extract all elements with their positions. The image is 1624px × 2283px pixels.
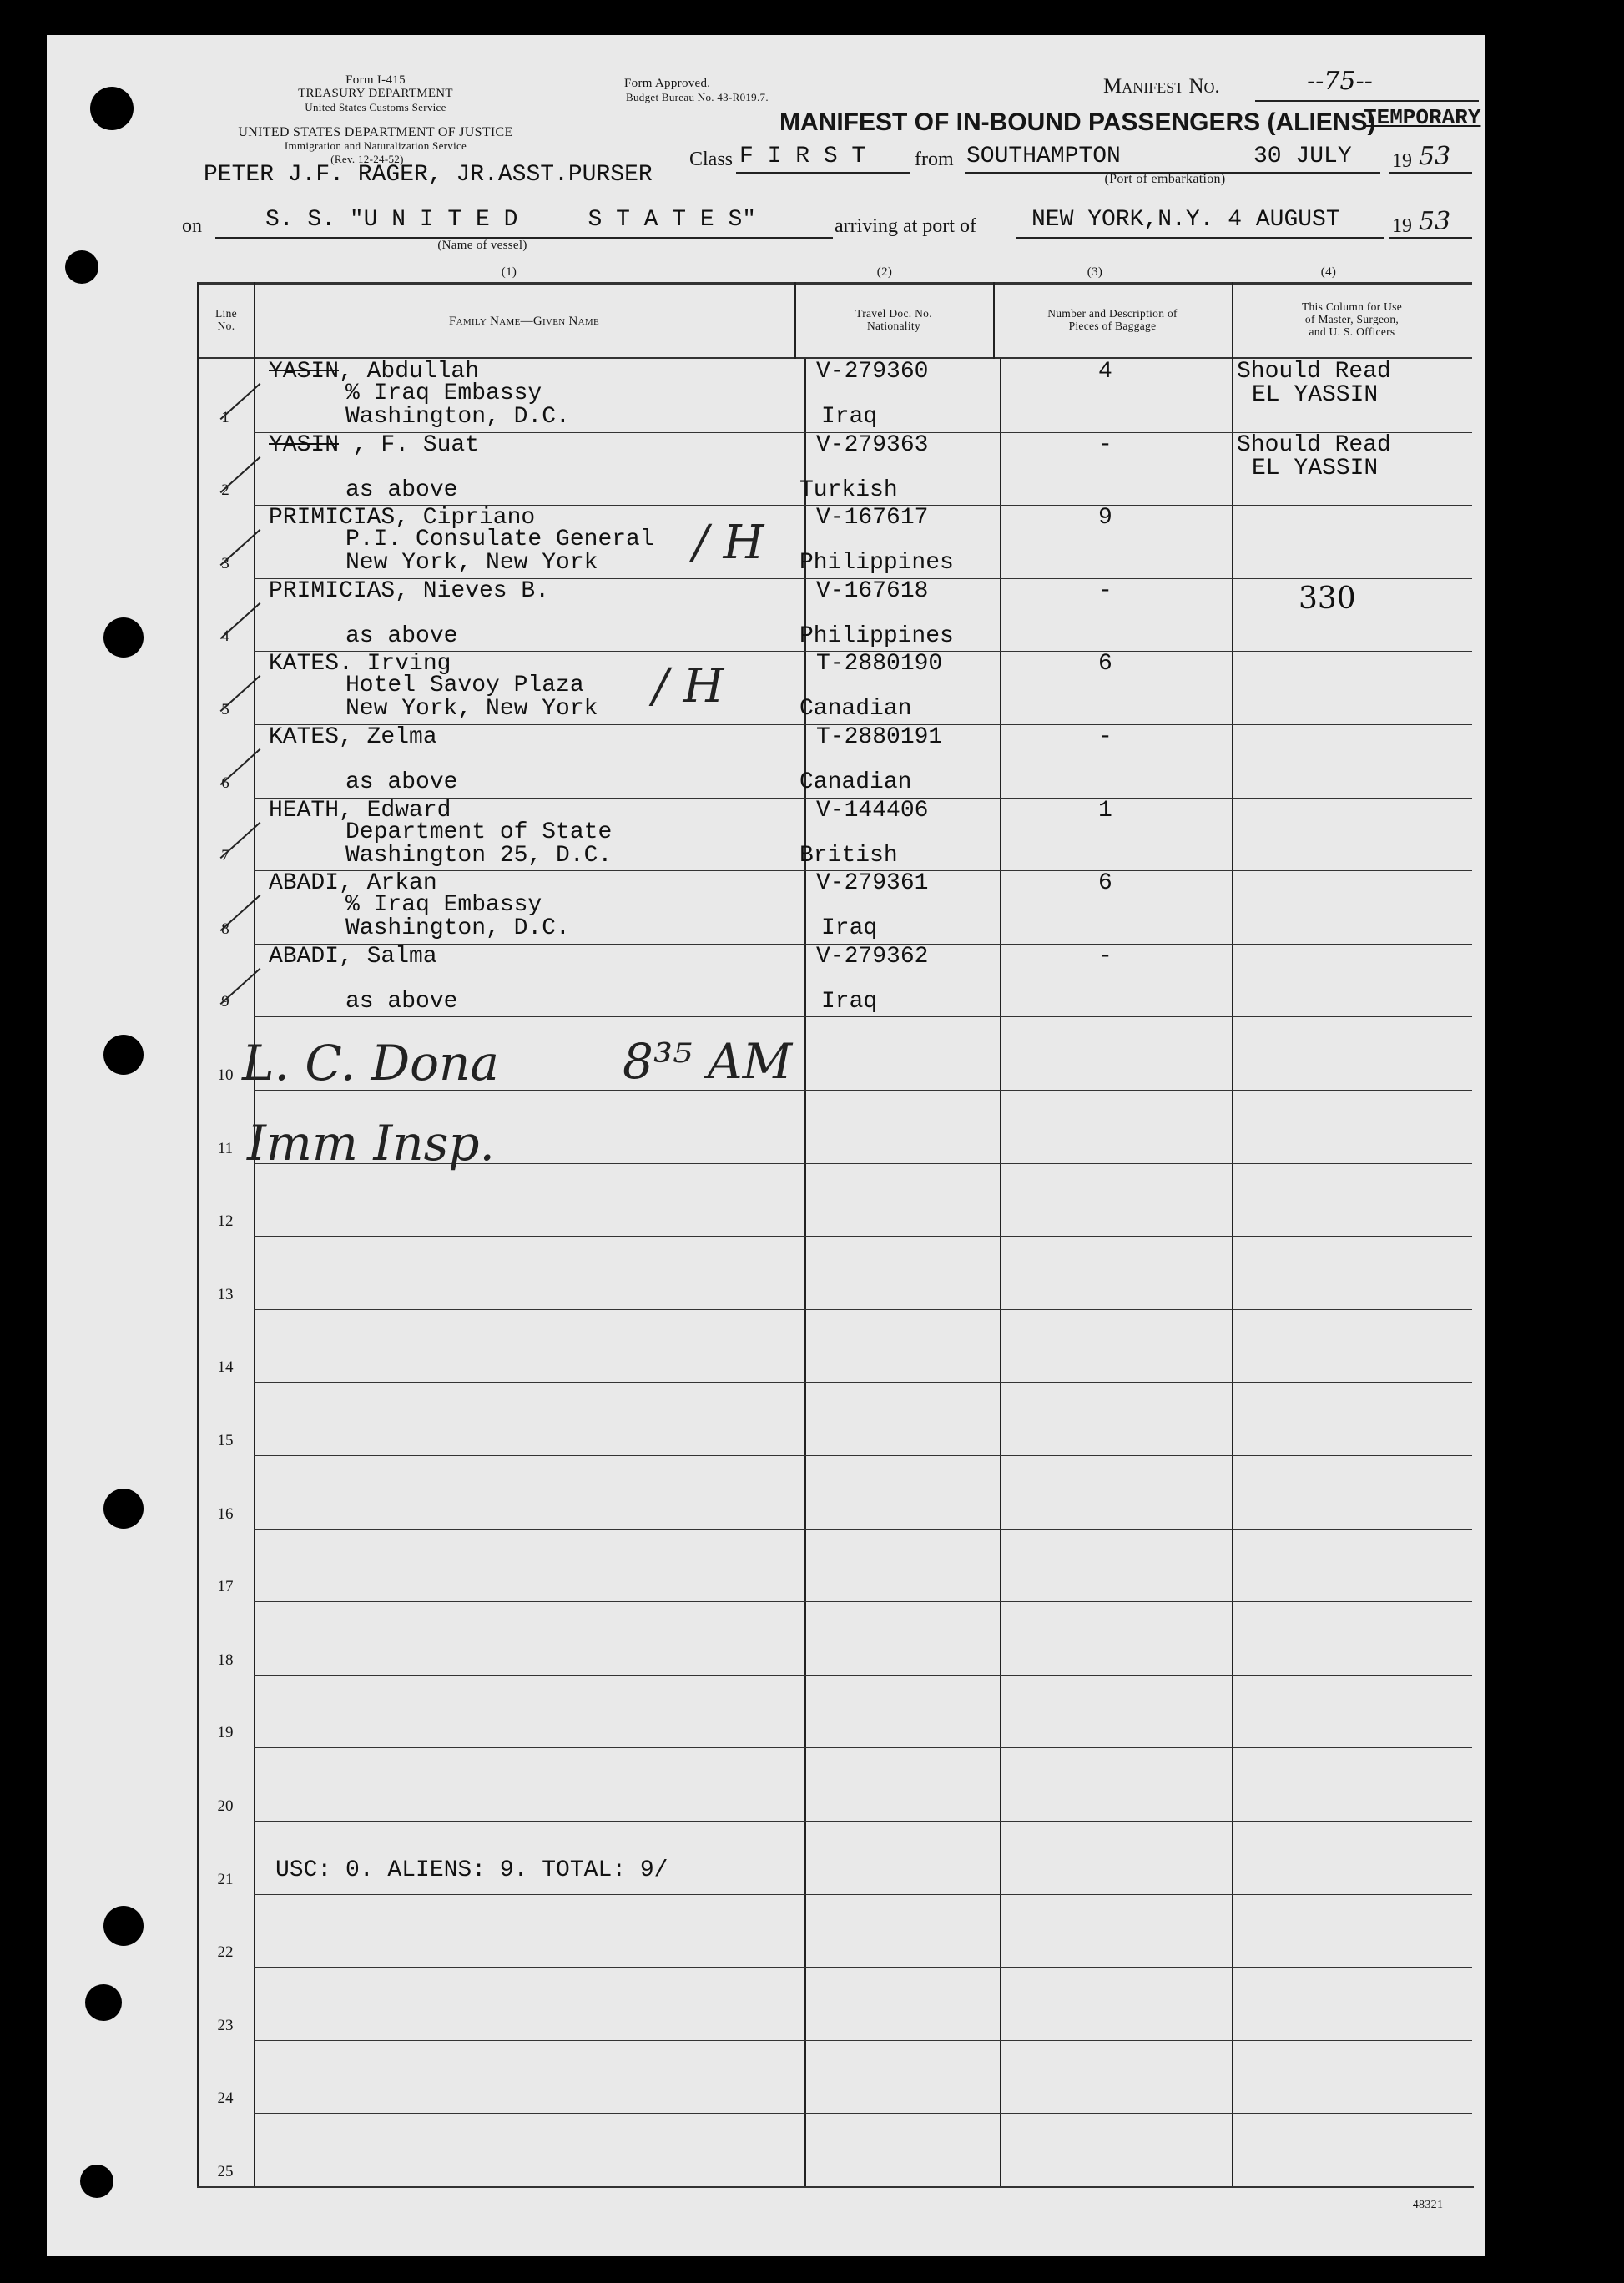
- travel-doc-no: T-2880190: [816, 651, 943, 678]
- class-line: [736, 172, 910, 174]
- nationality: Canadian: [799, 769, 912, 795]
- header-line-no-2: No.: [217, 320, 235, 332]
- given-name: , F. Suat: [339, 431, 480, 458]
- given-name: , Cipriano: [395, 505, 536, 532]
- table-bottom: [197, 2186, 1474, 2188]
- line-number: 7: [221, 847, 229, 865]
- ins-service: Immigration and Naturalization Service: [284, 139, 467, 152]
- year-2: 53: [1419, 207, 1451, 236]
- punch-hole: [65, 250, 98, 284]
- given-name: , Salma: [339, 943, 437, 970]
- nationality: Turkish: [799, 476, 898, 503]
- line-number: 14: [217, 1358, 234, 1377]
- address-line-1: % Iraq Embassy: [345, 380, 542, 406]
- nationality: Iraq: [821, 404, 878, 430]
- given-name: , Abdullah: [339, 359, 480, 385]
- form-number: Form I-415: [345, 73, 406, 87]
- given-name: , Zelma: [339, 724, 437, 750]
- line-number: 11: [217, 1139, 234, 1157]
- col-num-2: (2): [876, 265, 893, 279]
- margin-mark-row5: / H: [653, 659, 724, 713]
- punch-hole: [90, 87, 134, 130]
- given-name: , Arkan: [339, 870, 437, 897]
- row-rule: [254, 1675, 1472, 1676]
- row-rule: [254, 1967, 1472, 1968]
- family-name: YASIN: [269, 359, 340, 385]
- on-label: on: [182, 215, 202, 237]
- depart-date: 30 JULY: [1253, 144, 1352, 169]
- header-officers-2: of Master, Surgeon,: [1304, 313, 1400, 325]
- travel-doc-no: V-279362: [816, 943, 929, 970]
- header-baggage-1: Number and Description of: [1047, 307, 1178, 320]
- dept-treasury: TREASURY DEPARTMENT: [298, 87, 453, 100]
- travel-doc-no: V-279363: [816, 431, 929, 458]
- manifest-no-label: Manifest No.: [1103, 75, 1220, 98]
- row-rule: [254, 1894, 1472, 1895]
- punch-hole: [80, 2165, 113, 2198]
- row-rule: [254, 1821, 1472, 1822]
- row-rule: [254, 1747, 1472, 1748]
- nationality: British: [799, 842, 898, 869]
- header-baggage-2: Pieces of Baggage: [1068, 320, 1157, 332]
- line-number: 17: [217, 1578, 234, 1596]
- year-line-1: [1389, 172, 1472, 174]
- nationality: Canadian: [799, 696, 912, 723]
- header-name: Family Name—Given Name: [448, 315, 600, 328]
- line-number: 10: [217, 1066, 234, 1084]
- line-number: 16: [217, 1504, 234, 1523]
- address-line-2: as above: [345, 769, 458, 795]
- family-name: PRIMICIAS: [269, 577, 396, 604]
- travel-doc-no: V-167617: [816, 505, 929, 532]
- inspector-title: Imm Insp.: [247, 1115, 495, 1172]
- address-line-1: Department of State: [345, 819, 613, 845]
- row-rule: [254, 1382, 1472, 1383]
- address-line-2: as above: [345, 476, 458, 503]
- header-doc-1: Travel Doc. No.: [855, 307, 932, 320]
- line-number: 19: [217, 1724, 234, 1742]
- given-name: . Irving: [339, 651, 451, 678]
- address-line-2: as above: [345, 622, 458, 649]
- class-value: F I R S T: [739, 144, 866, 169]
- customs-service: United States Customs Service: [305, 101, 446, 113]
- nationality: Iraq: [821, 988, 878, 1015]
- address-line-2: Washington, D.C.: [345, 915, 570, 942]
- address-line-1: P.I. Consulate General: [345, 527, 654, 553]
- line-number: 20: [217, 1797, 234, 1815]
- manifest-no: --75--: [1307, 67, 1373, 96]
- officer-remark: 330: [1299, 581, 1356, 616]
- nationality: Iraq: [821, 915, 878, 942]
- family-name: HEATH: [269, 797, 340, 824]
- travel-doc-no: V-144406: [816, 797, 929, 824]
- baggage-count: 9: [1098, 505, 1112, 532]
- row-rule: [254, 1529, 1472, 1530]
- family-name: KATES: [269, 724, 340, 750]
- punch-hole: [103, 1035, 144, 1075]
- address-line-2: Washington 25, D.C.: [345, 842, 613, 869]
- address-line-1: % Iraq Embassy: [345, 892, 542, 919]
- line-number: 6: [221, 774, 229, 792]
- year-line-2: [1389, 237, 1472, 239]
- from-port: SOUTHAMPTON: [966, 144, 1121, 169]
- line-number: 21: [217, 1870, 234, 1888]
- address-line-2: New York, New York: [345, 550, 598, 577]
- row-rule: [254, 1236, 1472, 1237]
- form-approved: Form Approved.: [624, 77, 711, 90]
- travel-doc-no: T-2880191: [816, 724, 943, 750]
- inspector-signature: L. C. Dona: [242, 1035, 499, 1091]
- arriving-label: arriving at port of: [835, 215, 976, 237]
- family-name: PRIMICIAS: [269, 505, 396, 532]
- family-name: ABADI: [269, 943, 340, 970]
- line-number: 15: [217, 1432, 234, 1449]
- baggage-count: 6: [1098, 651, 1112, 678]
- year-prefix: 19: [1392, 150, 1412, 172]
- line-number: 1: [221, 408, 229, 426]
- row-rule: [254, 1016, 1472, 1017]
- line-number: 8: [221, 920, 229, 938]
- officer-remark: EL YASSIN: [1252, 382, 1379, 408]
- class-label: Class: [689, 149, 734, 170]
- given-name: , Nieves B.: [395, 577, 550, 604]
- manifest-no-line: [1255, 100, 1479, 102]
- header-doc-2: Nationality: [866, 320, 921, 332]
- col-divider-4: [1232, 282, 1233, 2188]
- family-name: YASIN: [269, 431, 340, 458]
- vessel-caption: (Name of vessel): [437, 239, 527, 252]
- row-rule: [254, 2113, 1472, 2114]
- year-1: 53: [1419, 142, 1451, 171]
- year-prefix-2: 19: [1392, 215, 1412, 237]
- line-number: 9: [221, 993, 229, 1011]
- officer-remark: Should Read: [1237, 359, 1391, 385]
- col-divider-3b: [1000, 359, 1001, 2188]
- baggage-count: 6: [1098, 870, 1112, 897]
- line-number: 24: [217, 2089, 234, 2108]
- row-rule: [254, 1309, 1472, 1310]
- from-label: from: [915, 149, 954, 170]
- margin-mark-row3: / H: [693, 516, 764, 570]
- manifest-title: MANIFEST OF IN-BOUND PASSENGERS (ALIENS): [779, 108, 1376, 136]
- line-number: 12: [217, 1212, 234, 1231]
- col-num-3: (3): [1087, 265, 1103, 279]
- dept-justice: UNITED STATES DEPARTMENT OF JUSTICE: [238, 125, 513, 139]
- port-caption: (Port of embarkation): [1104, 172, 1226, 186]
- line-number: 25: [217, 2163, 234, 2180]
- vessel-name: S. S. "U N I T E D S T A T E S": [265, 207, 757, 233]
- header-doc: [794, 307, 993, 332]
- row-rule: [254, 1455, 1472, 1456]
- col-num-1: (1): [501, 265, 517, 279]
- address-line-2: Washington, D.C.: [345, 404, 570, 430]
- form-revision: (Rev. 12-24-52): [330, 153, 404, 165]
- line-number: 5: [221, 701, 229, 718]
- table-top: [197, 282, 1472, 285]
- temporary-stamp: TEMPORARY: [1364, 105, 1481, 130]
- travel-doc-no: V-279360: [816, 359, 929, 385]
- budget-bureau: Budget Bureau No. 43-R019.7.: [626, 91, 769, 103]
- baggage-count: -: [1098, 943, 1112, 970]
- officer-name: PETER J.F. RAGER, JR.ASST.PURSER: [204, 162, 653, 188]
- arrival-line: [1016, 237, 1384, 239]
- family-name: ABADI: [269, 870, 340, 897]
- punch-hole: [103, 1906, 144, 1946]
- summary-totals: USC: 0. ALIENS: 9. TOTAL: 9/: [275, 1857, 668, 1883]
- header-line-no: [199, 307, 254, 332]
- punch-hole: [103, 617, 144, 658]
- given-name: , Edward: [339, 797, 451, 824]
- col-divider-1: [254, 282, 255, 2188]
- baggage-count: -: [1098, 431, 1112, 458]
- line-number: 23: [217, 2016, 234, 2034]
- address-line-1: Hotel Savoy Plaza: [345, 673, 584, 699]
- nationality: Philippines: [799, 550, 954, 577]
- line-number: 18: [217, 1651, 234, 1669]
- punch-hole: [85, 1984, 122, 2021]
- inspection-time: 8³⁵ AM: [623, 1033, 793, 1090]
- address-line-2: New York, New York: [345, 696, 598, 723]
- baggage-count: 1: [1098, 797, 1112, 824]
- baggage-count: -: [1098, 724, 1112, 750]
- header-baggage: [993, 307, 1232, 332]
- baggage-count: 4: [1098, 359, 1112, 385]
- baggage-count: -: [1098, 577, 1112, 604]
- travel-doc-no: V-167618: [816, 577, 929, 604]
- arrival-port: NEW YORK,N.Y. 4 AUGUST: [1031, 207, 1340, 233]
- header-officers-3: and U. S. Officers: [1309, 325, 1395, 338]
- footer-code: 48321: [1412, 2199, 1444, 2211]
- punch-hole: [103, 1489, 144, 1529]
- header-officers-1: This Column for Use: [1301, 300, 1403, 313]
- header-line-no-1: Line: [215, 307, 237, 320]
- address-line-2: as above: [345, 988, 458, 1015]
- officer-remark: EL YASSIN: [1252, 455, 1379, 481]
- line-number: 3: [221, 554, 229, 572]
- line-number: 22: [217, 1943, 234, 1962]
- officer-remark: Should Read: [1237, 431, 1391, 458]
- row-rule: [254, 2040, 1472, 2041]
- header-officers: [1232, 300, 1472, 338]
- nationality: Philippines: [799, 622, 954, 649]
- family-name: KATES: [269, 651, 340, 678]
- table-left: [197, 282, 199, 2188]
- line-number: 2: [221, 481, 229, 500]
- line-number: 4: [221, 627, 229, 646]
- col-num-4: (4): [1320, 265, 1337, 279]
- travel-doc-no: V-279361: [816, 870, 929, 897]
- row-rule: [254, 1601, 1472, 1602]
- line-number: 13: [217, 1285, 234, 1303]
